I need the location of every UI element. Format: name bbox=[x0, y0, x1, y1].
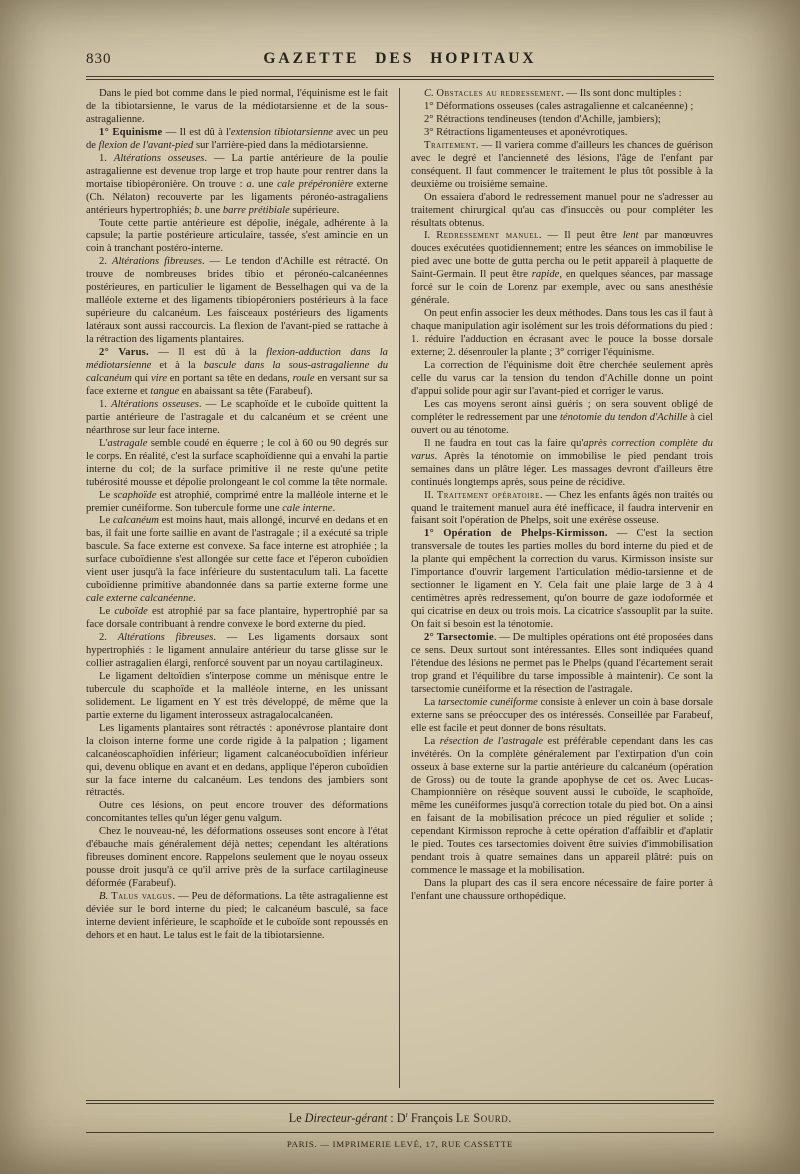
paragraph: C. Obstacles au redressement. — Ils sont donc multiples : bbox=[424, 88, 682, 99]
header-rule bbox=[86, 76, 714, 80]
paragraph: 2° Tarsectomie. — De multiples opérations ont été proposées dans ce sens. Deux surtout sont intéressantes. Elles sont indiquées quand l'étendue des lésions ne permet pas le Phelps (quand l'écartement serait trop grand et l'équilibre du tarse impossible à maintenir). Ce sont la tarsectomie cunéiforme et la résection de l'astragale. bbox=[411, 632, 713, 695]
paragraph: 2. Altérations fibreuses. — Le tendon d'Achille est rétracté. On trouve de nombreuses brides tibio et péronéo-calcanéennes postérieures, en particulier le ligament de Besselhagen qui va de la malléole externe et des ligaments tibiopéroniers postérieurs à la face supérieure du calcanéum. Les faisceaux postérieurs des ligaments latéraux sont aussi raccourcis. La flexion de l'avant-pied se rattache à la rétraction des ligaments plantaires. bbox=[86, 256, 388, 346]
paragraph: 3° Rétractions ligamenteuses et aponévrotiques. bbox=[424, 126, 628, 138]
paragraph: La tarsectomie cunéiforme consiste à enlever un coin à base dorsale externe sans se préoccuper des os intéressés. Conseillée par Farabeuf, elle est facile et peut donner de bons résultats. bbox=[411, 696, 713, 734]
page-header bbox=[86, 44, 714, 76]
paragraph: Le cuboïde est atrophié par sa face plantaire, hypertrophié par sa face dorsale contribuant à rendre convexe le bord externe du pied. bbox=[86, 606, 388, 631]
paragraph: Outre ces lésions, on peut encore trouver des déformations concomitantes telles qu'un léger genu valgum. bbox=[86, 800, 388, 825]
page-content bbox=[86, 44, 714, 1088]
paragraph: Les cas moyens seront ainsi guéris ; on sera souvent obligé de compléter le redressement par une ténotomie du tendon d'Achille à ciel ouvert ou au ténotome. bbox=[411, 398, 713, 436]
paragraph: Le scaphoïde est atrophié, comprimé entre la malléole interne et le premier cunéiforme. Son tubercule forme une cale interne. bbox=[86, 489, 388, 514]
paragraph: On essaiera d'abord le redressement manuel pour ne s'adresser au traitement chirurgical qu'au cas d'insuccès ou pour compléter les résultats obtenus. bbox=[411, 191, 713, 229]
paragraph: 1. Altérations osseuses. — La partie antérieure de la poulie astragalienne est devenue trop large et trop haute pour rentrer dans la mortaise tibiopéronière. On trouve : a. une cale prépéronière externe (Ch. Nélaton) recouverte par les ligaments péronéo-astragaliens antérieurs hypertrophiés; b. une barre prétibiale supérieure. bbox=[86, 152, 388, 216]
paragraph: La correction de l'équinisme doit être cherchée seulement après celle du varus car la tension du tendon d'Achille donne un point d'appui solide pour agir sur l'avant-pied et corriger le varus. bbox=[411, 360, 713, 397]
paragraph: 2° Varus. — Il est dû à la flexion-adduction dans la médiotarsienne et à la bascule dans la sous-astragalienne du calcanéum qui vire en portant sa tête en dedans, roule en versant sur sa face externe et tangue en abaissant sa tête (Farabeuf). bbox=[86, 347, 388, 397]
footer-rule-top bbox=[86, 1100, 714, 1104]
page-footer bbox=[86, 1100, 714, 1149]
paragraph: Il ne faudra en tout cas la faire qu'après correction complète du varus. Après la ténotomie on immobilise le pied pendant trois semaines dans un plâtre léger. Les massages devront d'ailleurs être continués longtemps après, sous peine de récidive. bbox=[411, 437, 713, 488]
paragraph: Toute cette partie antérieure est dépolie, inégale, adhérente à la capsule; la partie postérieure articulaire, tassée, s'est amincie en un coin à tranchant postéro-interne. bbox=[86, 217, 388, 255]
gerant-line: Le Directeur-gérant : $D^r$ François Le Sourd. bbox=[288, 1110, 512, 1125]
paragraph: Dans le pied bot comme dans le pied normal, l'équinisme est le fait de la tibiotarsienne, le varus de la médiotarsienne et de la sous-astragalienne. bbox=[86, 88, 388, 125]
footer-rule-mid bbox=[86, 1132, 714, 1133]
journal-title: GAZETTE DES HOPITAUX bbox=[263, 50, 537, 67]
paragraph: B. Talus valgus. — Peu de déformations. La tête astragalienne est déviée sur le bord interne du pied; le calcanéum basculé, sa face interne devient inférieure, le scaphoïde et le cuboïde sont repoussés en dehors et en haut. Le talus est le fait de la tibiotarsienne. bbox=[86, 891, 388, 941]
paragraph: La résection de l'astragale est préférable cependant dans les cas invétérés. On la complète généralement par l'extirpation d'un coin osseux à base externe sur la partie antérieure du calcanéum (opération de Gross) ou de toute la grande apophyse de cet os. Avec Lucas-Championnière on résèque souvent aussi le cuboïde, le scaphoïde, même les cunéiformes jusqu'à correction totale du pied bot. On a ainsi en faisant de la mobilisation précoce un pied régulier et solide ; cependant Kirmisson reproche à cette opération d'affaiblir et d'aplatir le pied. Toutes ces tarsectomies doivent être suivies d'immobilisation pendant trois à quatre semaines dans un appareil plâtré: puis on commence le massage et la mobilisation. bbox=[411, 735, 713, 877]
paragraph: Chez le nouveau-né, les déformations osseuses sont encore à l'état d'ébauche mais généralement déjà nettes; cependant les altérations fibreuses dominent encore. Rappelons seulement que le noyau osseux pousse droit jusqu'à ce qu'il arrive près de la surface cartilagineuse déformée (Farabeuf). bbox=[86, 826, 388, 890]
paragraph: I. Redressement manuel. — Il peut être lent par manœuvres douces exécutées quotidiennement; entre les séances on immobilise le pied avec une botte de gutta percha ou le petit appareil à plaquette de Saint-Germain. Il peut être rapide, en quelques séances, par massage forcé sur le coin de Lorenz par exemple, avec ou sans anesthésie générale. bbox=[411, 230, 713, 307]
paragraph: Les ligaments plantaires sont rétractés : aponévrose plantaire dont la cloison interne forme une corde rigide à la palpation ; ligament calcanéoscaphoïdien inférieur; ligament calcanéocuboïdien inférieur qui, devenu oblique en avant et en dedans, applique l'éperon cuboïdien sur la face interne du calcanéum. Les tendons des jambiers sont rétractés. bbox=[86, 722, 388, 799]
paragraph: 2. Altérations fibreuses. — Les ligaments dorsaux sont hypertrophiés : le ligament annulaire antérieur du tarse glisse sur le collier astragalien élargi, renforcé souvent par un noyau cartilagineux. bbox=[86, 632, 388, 669]
imprint-line: PARIS. — IMPRIMERIE LEVÉ, 17, RUE CASSETTE bbox=[286, 1139, 514, 1149]
right-column bbox=[411, 88, 713, 1088]
paragraph: 2° Rétractions tendineuses (tendon d'Achille, jambiers); bbox=[424, 113, 661, 125]
paragraph: Le ligament deltoïdien s'interpose comme un ménisque entre le tubercule du scaphoïde et la malléole interne, en les unissant solidement. Le ligament en Y est très développé, de même que la partie externe du ligament interosseux astragalocalcanéen. bbox=[86, 670, 388, 721]
paragraph: Le calcanéum est moins haut, mais allongé, incurvé en dedans et en bas, il fait une forte saillie en avant de l'astragale ; il a exécuté sa triple bascule. Sa face externe est convexe. Sa face interne est atrophiée ; la surface cuboïdienne s'est allongée sur cette face et l'éperon cuboïdien vient user jusqu'à la face inférieure du sustentaculum tali. La facette cuboïdienne primitive abandonnée dans sa partie externe forme une cale externe calcanéenne. bbox=[86, 515, 388, 605]
paragraph: 1. Altérations osseuses. — Le scaphoïde et le cuboïde quittent la partie antérieure de l'astragale et du calcanéum et se créent une néarthrose sur leur face interne. bbox=[86, 398, 388, 436]
column-divider bbox=[399, 88, 400, 1088]
paragraph: Dans la plupart des cas il sera encore nécessaire de faire porter à l'enfant une chaussure orthopédique. bbox=[411, 878, 713, 903]
paragraph: L'astragale semble coudé en équerre ; le col à 60 ou 90 degrés sur le corps. En réalité, c'est la surface scaphoïdienne qui a envahi la partie interne du col; de la surface primitive il ne reste qu'une petite tubérosité mousse et dépolie prolongeant le col comme la tête normale. bbox=[86, 437, 388, 488]
paragraph: On peut enfin associer les deux méthodes. Dans tous les cas il faut à chaque manipulation agir isolément sur les trois déformations du pied : 1. réduire l'adduction en écrasant avec le pouce la bosse dorsale externe; 2. désenrouler la plante ; 3° corriger l'équinisme. bbox=[411, 308, 713, 359]
paragraph: 1° Déformations osseuses (cales astragalienne et calcanéenne) ; bbox=[424, 100, 694, 112]
left-column bbox=[86, 88, 388, 1088]
paragraph: Traitement. — Il variera comme d'ailleurs les chances de guérison avec le degré et l'ancienneté des lésions, l'âge de l'enfant par conséquent. Il faut commencer le traitement le plus tôt possible à la deuxième ou troisième semaine. bbox=[411, 139, 713, 190]
paragraph: 1° Equinisme — Il est dû à l'extension tibiotarsienne avec un peu de flexion de l'avant-pied sur l'arrière-pied dans la médiotarsienne. bbox=[86, 126, 388, 151]
paragraph: 1° Opération de Phelps-Kirmisson. — C'est la section transversale de toutes les parties molles du bord interne du pied et de la plante qui empêchent la correction du varus. Kirmisson insiste sur l'importance d'ouvrir largement l'articulation médio-tarsienne et de sectionner le ligament en Y. Cela fait une plaie large de 3 à 4 centimètres après redressement, qu'on bourre de gaze iodoformée et qui cicatrise en deux ou trois mois. La cicatrice s'assouplit par la suite. On fait si besoin est la ténotomie. bbox=[411, 528, 713, 631]
columns bbox=[86, 88, 714, 1088]
paragraph: II. Traitement opératoire. — Chez les enfants âgés non traités ou quand le traitement manuel aura été inefficace, il faudra intervenir en faisant soit l'opération de Phelps, soit une exérèse osseuse. bbox=[411, 489, 713, 527]
page-number: 830 bbox=[86, 51, 112, 67]
